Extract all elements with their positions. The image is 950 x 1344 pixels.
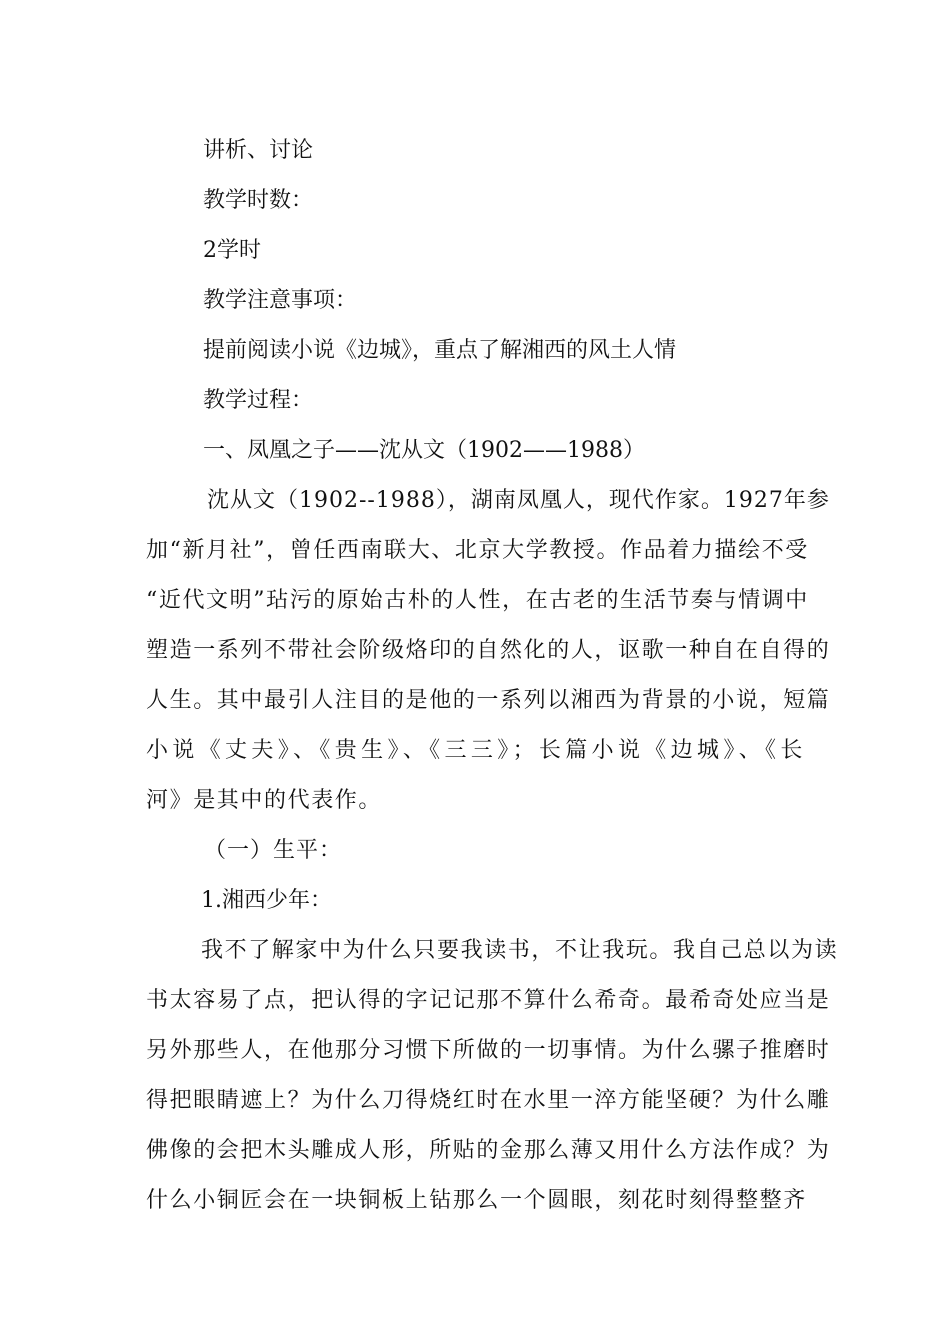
paragraph-line: 佛像的会把木头雕成人形，所贴的金那么薄又用什么方法作成？为 bbox=[146, 1138, 831, 1163]
teaching-process-label: 教学过程： bbox=[203, 388, 314, 413]
section-heading: 一、凤凰之子——沈从文（1902——1988） bbox=[203, 438, 645, 463]
teaching-notes-label: 教学注意事项： bbox=[203, 288, 358, 313]
paragraph-line: 加“新月社”，曾任西南联大、北京大学教授。作品着力描绘不受 bbox=[146, 538, 809, 563]
teaching-notes-text: 提前阅读小说《边城》，重点了解湘西的风土人情 bbox=[203, 338, 677, 363]
subsection-heading: （一）生平： bbox=[204, 838, 343, 863]
paragraph-line: 沈从文（1902--1988），湖南凤凰人，现代作家。1927年参 bbox=[207, 488, 830, 513]
paragraph-line: 塑造一系列不带社会阶级烙印的自然化的人，讴歌一种自在自得的 bbox=[146, 638, 831, 663]
paragraph-line: 另外那些人，在他那分习惯下所做的一切事情。为什么骡子推磨时 bbox=[146, 1038, 831, 1063]
paragraph-line: 人生。其中最引人注目的是他的一系列以湘西为背景的小说，短篇 bbox=[146, 688, 831, 713]
sub-subsection-heading: 1.湘西少年： bbox=[201, 888, 332, 913]
paragraph-line: 河》是其中的代表作。 bbox=[146, 788, 383, 813]
paragraph-line: 小说《丈夫》、《贵生》、《三三》；长篇小说《边城》、《长 bbox=[146, 738, 804, 763]
paragraph-line: 书太容易了点，把认得的字记记那不算什么希奇。最希奇处应当是 bbox=[146, 988, 831, 1013]
teaching-method-text: 讲析、讨论 bbox=[203, 138, 314, 163]
paragraph-line: “近代文明”玷污的原始古朴的人性，在古老的生活节奏与情调中 bbox=[146, 588, 809, 613]
teaching-hours-value: 2学时 bbox=[203, 238, 261, 263]
paragraph-line: 什么小铜匠会在一块铜板上钻那么一个圆眼，刻花时刻得整整齐 bbox=[146, 1188, 807, 1213]
paragraph-line: 我不了解家中为什么只要我读书，不让我玩。我自己总以为读 bbox=[201, 938, 839, 963]
teaching-hours-label: 教学时数： bbox=[203, 188, 314, 213]
paragraph-line: 得把眼睛遮上？为什么刀得烧红时在水里一淬方能坚硬？为什么雕 bbox=[146, 1088, 831, 1113]
